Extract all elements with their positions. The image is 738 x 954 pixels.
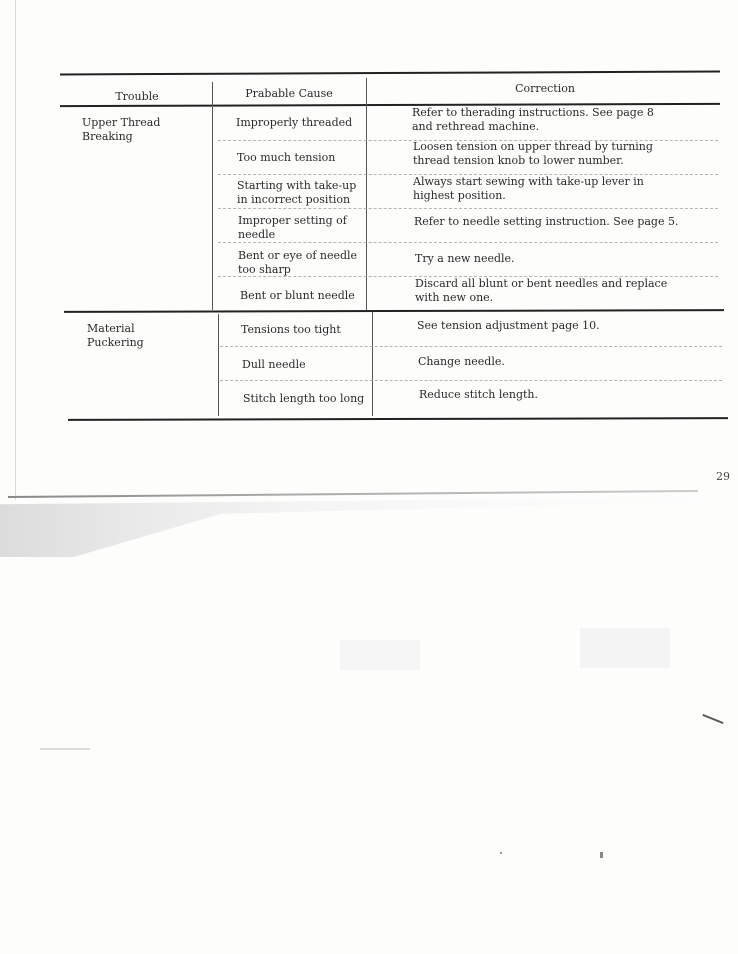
cause-cell: Stitch length too long — [243, 392, 365, 405]
scan-fold-line — [8, 490, 698, 498]
header-trouble: Trouble — [115, 90, 159, 103]
trouble-label: Material Puckering — [87, 322, 144, 349]
header-correction: Correction — [515, 82, 575, 95]
page-number: 29 — [716, 470, 730, 483]
scan-edge — [15, 0, 16, 500]
cause-cell: Dull needle — [242, 358, 306, 371]
scan-speck — [340, 640, 420, 670]
cause-cell: Bent or blunt needle — [240, 289, 355, 302]
correction-cell: Refer to needle setting instruction. See page 5. — [414, 215, 679, 228]
row-separator — [218, 208, 718, 209]
cause-cell: Tensions too tight — [241, 323, 341, 336]
scan-speck — [580, 628, 670, 668]
column-divider-3 — [218, 314, 219, 416]
correction-cell: Discard all blunt or bent needles and replace with new one. — [415, 277, 668, 304]
scan-speck — [702, 714, 723, 724]
correction-cell: Reduce stitch length. — [419, 388, 538, 401]
row-separator — [218, 242, 718, 243]
column-divider-4 — [372, 312, 373, 416]
group-divider-rule — [64, 309, 724, 313]
trouble-label: Upper Thread Breaking — [82, 116, 161, 143]
scan-speck — [500, 852, 502, 854]
correction-cell: Loosen tension on upper thread by turning thread tension knob to lower number. — [413, 140, 653, 167]
column-divider-1 — [212, 82, 213, 310]
row-separator — [220, 346, 722, 347]
correction-cell: Try a new needle. — [415, 252, 515, 265]
correction-cell: Refer to therading instructions. See page 8 and rethread machine. — [412, 106, 654, 133]
correction-cell: See tension adjustment page 10. — [417, 319, 600, 332]
cause-cell: Bent or eye of needle too sharp — [238, 249, 358, 276]
table-top-rule — [60, 71, 720, 76]
scan-speck — [40, 748, 90, 750]
cause-cell: Improper setting of needle — [238, 214, 347, 241]
cause-cell: Starting with take-up in incorrect position — [237, 179, 357, 206]
scan-shadow — [0, 497, 738, 557]
cause-cell: Too much tension — [237, 151, 336, 164]
table-bottom-rule — [68, 417, 728, 421]
scan-speck — [600, 852, 603, 858]
cause-cell: Improperly threaded — [236, 116, 353, 129]
header-cause: Prabable Cause — [245, 87, 333, 100]
correction-cell: Change needle. — [418, 355, 505, 368]
correction-cell: Always start sewing with take-up lever in highest position. — [413, 175, 644, 202]
row-separator — [220, 380, 722, 381]
